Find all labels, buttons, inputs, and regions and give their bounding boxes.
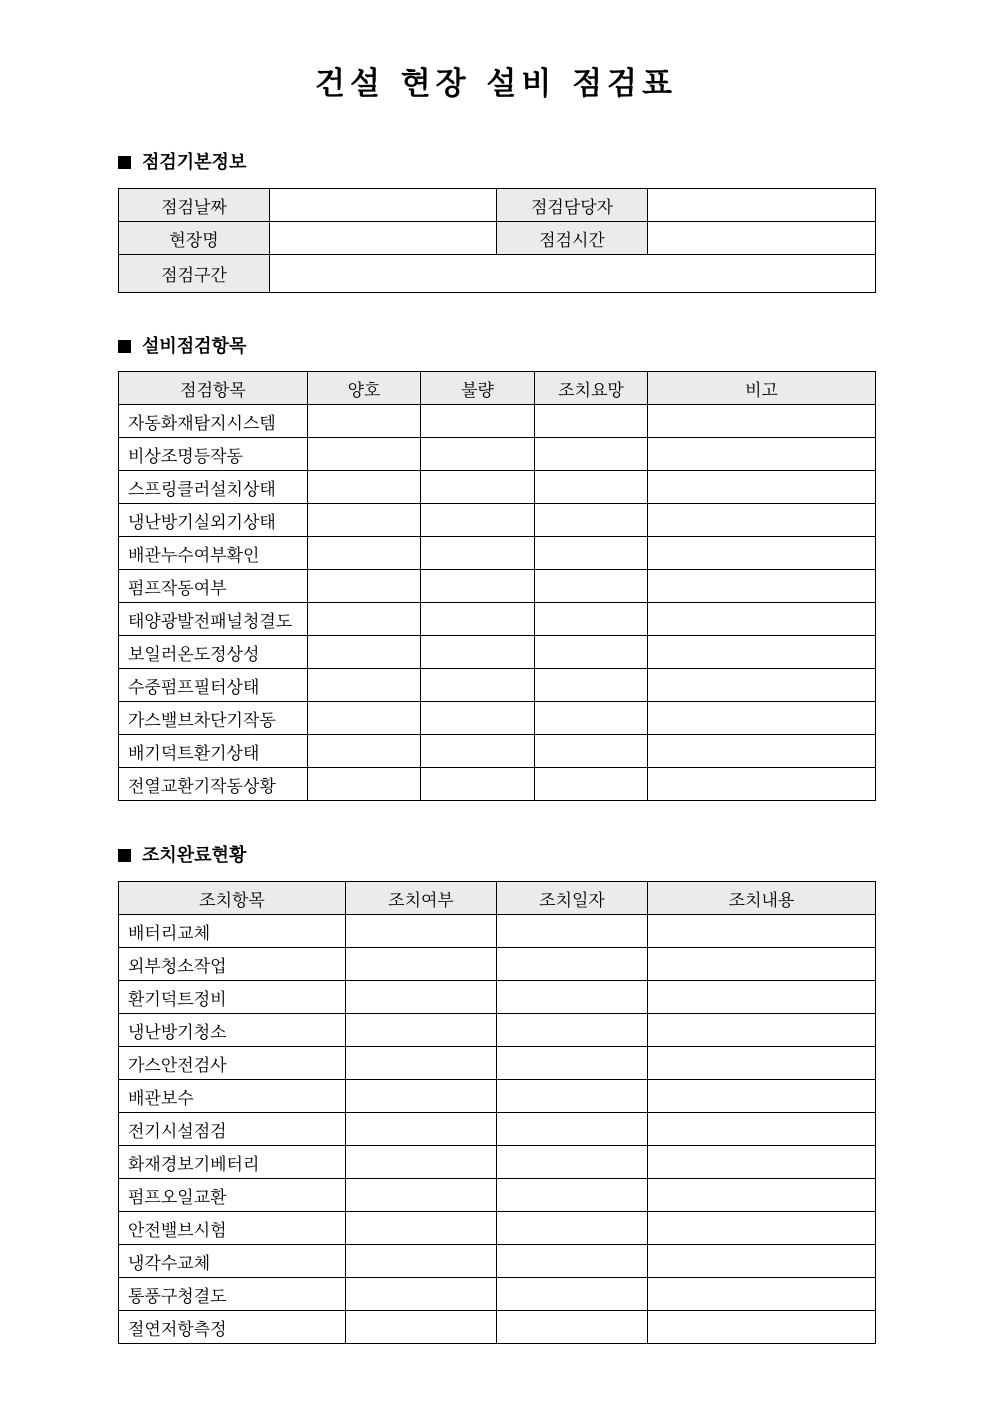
input-cell[interactable] <box>308 471 421 504</box>
column-header: 조치여부 <box>346 882 497 915</box>
input-cell[interactable] <box>535 537 648 570</box>
input-cell[interactable] <box>421 768 535 801</box>
input-cell[interactable] <box>648 1245 876 1278</box>
input-cell[interactable] <box>648 1146 876 1179</box>
table-header-row <box>119 882 876 915</box>
label-inspection-section: 점검구간 <box>119 255 270 293</box>
table-row <box>119 1014 876 1047</box>
table-row <box>119 471 876 504</box>
square-bullet-icon <box>118 156 131 169</box>
input-cell[interactable] <box>648 1080 876 1113</box>
section-heading-text: 설비점검항목 <box>142 336 247 357</box>
table-row <box>119 1179 876 1212</box>
input-cell[interactable] <box>648 1047 876 1080</box>
row-item-label: 냉난방기청소 <box>119 1014 346 1047</box>
input-cell[interactable] <box>346 1278 497 1311</box>
input-cell[interactable] <box>308 702 421 735</box>
row-item-label: 비상조명등작동 <box>119 438 308 471</box>
table-row <box>119 1146 876 1179</box>
input-cell[interactable] <box>346 1014 497 1047</box>
input-cell[interactable] <box>308 438 421 471</box>
table-row <box>119 735 876 768</box>
label-inspector: 점검담당자 <box>497 189 648 222</box>
input-cell[interactable] <box>535 438 648 471</box>
input-cell[interactable] <box>421 537 535 570</box>
input-cell[interactable] <box>648 948 876 981</box>
table-row <box>119 948 876 981</box>
table-row <box>119 537 876 570</box>
column-header: 조치항목 <box>119 882 346 915</box>
input-cell[interactable] <box>497 1047 648 1080</box>
table-row <box>119 570 876 603</box>
row-item-label: 절연저항측정 <box>119 1311 346 1344</box>
input-cell[interactable] <box>308 735 421 768</box>
table-row <box>119 702 876 735</box>
row-item-label: 펌프오일교환 <box>119 1179 346 1212</box>
input-cell[interactable] <box>308 570 421 603</box>
input-cell[interactable] <box>648 915 876 948</box>
input-cell[interactable] <box>535 570 648 603</box>
input-cell[interactable] <box>648 405 876 438</box>
input-cell[interactable] <box>535 603 648 636</box>
input-cell[interactable] <box>535 471 648 504</box>
table-row <box>119 768 876 801</box>
row-item-label: 배기덕트환기상태 <box>119 735 308 768</box>
section-heading-basic-info <box>118 151 246 175</box>
row-item-label: 환기덕트정비 <box>119 981 346 1014</box>
row-item-label: 냉난방기실외기상태 <box>119 504 308 537</box>
table-row <box>119 1047 876 1080</box>
row-item-label: 통풍구청결도 <box>119 1278 346 1311</box>
input-cell[interactable] <box>497 1179 648 1212</box>
column-header: 불량 <box>421 372 535 405</box>
field-site-name[interactable] <box>270 222 497 255</box>
table-row <box>119 504 876 537</box>
input-cell[interactable] <box>648 471 876 504</box>
row-item-label: 수중펌프필터상태 <box>119 669 308 702</box>
input-cell[interactable] <box>308 603 421 636</box>
input-cell[interactable] <box>535 768 648 801</box>
input-cell[interactable] <box>346 1245 497 1278</box>
label-inspection-time: 점검시간 <box>497 222 648 255</box>
table-row <box>119 405 876 438</box>
input-cell[interactable] <box>421 735 535 768</box>
input-cell[interactable] <box>346 1113 497 1146</box>
input-cell[interactable] <box>421 669 535 702</box>
input-cell[interactable] <box>648 603 876 636</box>
section-heading-equipment-check <box>118 335 246 359</box>
table-row <box>119 669 876 702</box>
input-cell[interactable] <box>346 1179 497 1212</box>
action-status-body <box>119 915 876 1344</box>
input-cell[interactable] <box>648 1113 876 1146</box>
section-heading-text: 조치완료현황 <box>142 845 247 866</box>
equipment-check-body <box>119 405 876 801</box>
table-row <box>119 438 876 471</box>
input-cell[interactable] <box>648 768 876 801</box>
row-item-label: 가스안전검사 <box>119 1047 346 1080</box>
input-cell[interactable] <box>648 669 876 702</box>
input-cell[interactable] <box>421 471 535 504</box>
info-row-date <box>119 189 876 222</box>
column-header: 점검항목 <box>119 372 308 405</box>
row-item-label: 펌프작동여부 <box>119 570 308 603</box>
row-item-label: 배관보수 <box>119 1080 346 1113</box>
input-cell[interactable] <box>346 981 497 1014</box>
input-cell[interactable] <box>648 537 876 570</box>
row-item-label: 배터리교체 <box>119 915 346 948</box>
input-cell[interactable] <box>497 1146 648 1179</box>
input-cell[interactable] <box>308 636 421 669</box>
field-inspection-date[interactable] <box>270 189 497 222</box>
input-cell[interactable] <box>648 735 876 768</box>
table-row <box>119 1080 876 1113</box>
input-cell[interactable] <box>421 702 535 735</box>
input-cell[interactable] <box>535 669 648 702</box>
field-inspector[interactable] <box>648 189 876 222</box>
input-cell[interactable] <box>308 768 421 801</box>
row-item-label: 안전밸브시험 <box>119 1212 346 1245</box>
table-row <box>119 636 876 669</box>
input-cell[interactable] <box>535 735 648 768</box>
input-cell[interactable] <box>648 1278 876 1311</box>
input-cell[interactable] <box>497 1080 648 1113</box>
input-cell[interactable] <box>648 636 876 669</box>
input-cell[interactable] <box>497 981 648 1014</box>
field-inspection-time[interactable] <box>648 222 876 255</box>
row-item-label: 전기시설점검 <box>119 1113 346 1146</box>
label-inspection-date: 점검날짜 <box>119 189 270 222</box>
column-header: 조치요망 <box>535 372 648 405</box>
input-cell[interactable] <box>497 1212 648 1245</box>
input-cell[interactable] <box>308 504 421 537</box>
input-cell[interactable] <box>497 1014 648 1047</box>
equipment-check-table <box>118 371 876 801</box>
table-row <box>119 915 876 948</box>
input-cell[interactable] <box>346 1311 497 1344</box>
input-cell[interactable] <box>346 1080 497 1113</box>
table-row <box>119 1113 876 1146</box>
column-header: 양호 <box>308 372 421 405</box>
square-bullet-icon <box>118 849 131 862</box>
input-cell[interactable] <box>497 915 648 948</box>
input-cell[interactable] <box>648 570 876 603</box>
input-cell[interactable] <box>648 504 876 537</box>
row-item-label: 가스밸브차단기작동 <box>119 702 308 735</box>
row-item-label: 전열교환기작동상황 <box>119 768 308 801</box>
input-cell[interactable] <box>648 702 876 735</box>
input-cell[interactable] <box>346 948 497 981</box>
input-cell[interactable] <box>308 669 421 702</box>
input-cell[interactable] <box>535 702 648 735</box>
input-cell[interactable] <box>648 1212 876 1245</box>
input-cell[interactable] <box>421 405 535 438</box>
square-bullet-icon <box>118 340 131 353</box>
info-row-site <box>119 222 876 255</box>
section-heading-action-status <box>118 844 246 868</box>
row-item-label: 자동화재탐지시스템 <box>119 405 308 438</box>
table-row <box>119 1245 876 1278</box>
input-cell[interactable] <box>535 636 648 669</box>
input-cell[interactable] <box>308 405 421 438</box>
input-cell[interactable] <box>497 948 648 981</box>
input-cell[interactable] <box>308 537 421 570</box>
row-item-label: 냉각수교체 <box>119 1245 346 1278</box>
input-cell[interactable] <box>421 504 535 537</box>
table-header-row <box>119 372 876 405</box>
input-cell[interactable] <box>535 405 648 438</box>
input-cell[interactable] <box>421 438 535 471</box>
input-cell[interactable] <box>497 1245 648 1278</box>
input-cell[interactable] <box>648 981 876 1014</box>
input-cell[interactable] <box>346 1047 497 1080</box>
input-cell[interactable] <box>535 504 648 537</box>
input-cell[interactable] <box>497 1113 648 1146</box>
row-item-label: 스프링클러설치상태 <box>119 471 308 504</box>
input-cell[interactable] <box>497 1311 648 1344</box>
input-cell[interactable] <box>497 1278 648 1311</box>
column-header: 조치일자 <box>497 882 648 915</box>
input-cell[interactable] <box>648 1311 876 1344</box>
input-cell[interactable] <box>346 1212 497 1245</box>
row-item-label: 배관누수여부확인 <box>119 537 308 570</box>
info-row-section <box>119 255 876 293</box>
row-item-label: 외부청소작업 <box>119 948 346 981</box>
input-cell[interactable] <box>421 570 535 603</box>
input-cell[interactable] <box>421 636 535 669</box>
field-inspection-section[interactable] <box>270 255 876 293</box>
document-title: 건설 현장 설비 점검표 <box>315 66 677 102</box>
table-row <box>119 1212 876 1245</box>
input-cell[interactable] <box>648 1179 876 1212</box>
input-cell[interactable] <box>346 1146 497 1179</box>
table-row <box>119 1311 876 1344</box>
input-cell[interactable] <box>346 915 497 948</box>
column-header: 조치내용 <box>648 882 876 915</box>
basic-info-table <box>118 188 876 293</box>
row-item-label: 태양광발전패널청결도 <box>119 603 308 636</box>
action-status-table <box>118 881 876 1344</box>
table-row <box>119 603 876 636</box>
row-item-label: 화재경보기베터리 <box>119 1146 346 1179</box>
label-site-name: 현장명 <box>119 222 270 255</box>
input-cell[interactable] <box>648 438 876 471</box>
column-header: 비고 <box>648 372 876 405</box>
section-heading-text: 점검기본정보 <box>142 152 247 173</box>
input-cell[interactable] <box>648 1014 876 1047</box>
table-row <box>119 981 876 1014</box>
row-item-label: 보일러온도정상성 <box>119 636 308 669</box>
input-cell[interactable] <box>421 603 535 636</box>
table-row <box>119 1278 876 1311</box>
